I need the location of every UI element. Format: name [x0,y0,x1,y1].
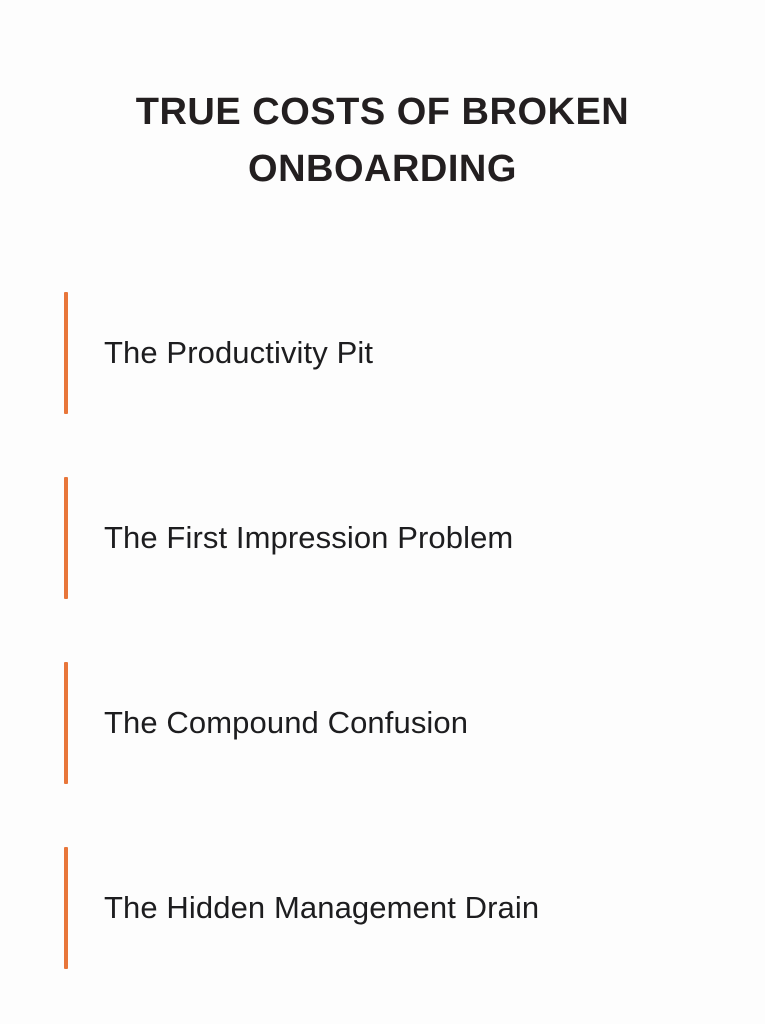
cost-list [0,260,765,1000]
accent-bar-icon [64,292,68,414]
list-item [0,445,765,630]
list-item-label: The Productivity Pit [104,334,374,370]
accent-bar-icon [64,477,68,599]
page-title: TRUE COSTS OF BROKEN ONBOARDING [135,91,630,190]
list-item-label: The First Impression Problem [104,519,514,555]
list-item [0,260,765,445]
list-item [0,815,765,1000]
accent-bar-icon [64,662,68,784]
list-item-label: The Compound Confusion [104,704,469,740]
list-item [0,630,765,815]
list-item-label: The Hidden Management Drain [104,889,540,925]
accent-bar-icon [64,847,68,969]
